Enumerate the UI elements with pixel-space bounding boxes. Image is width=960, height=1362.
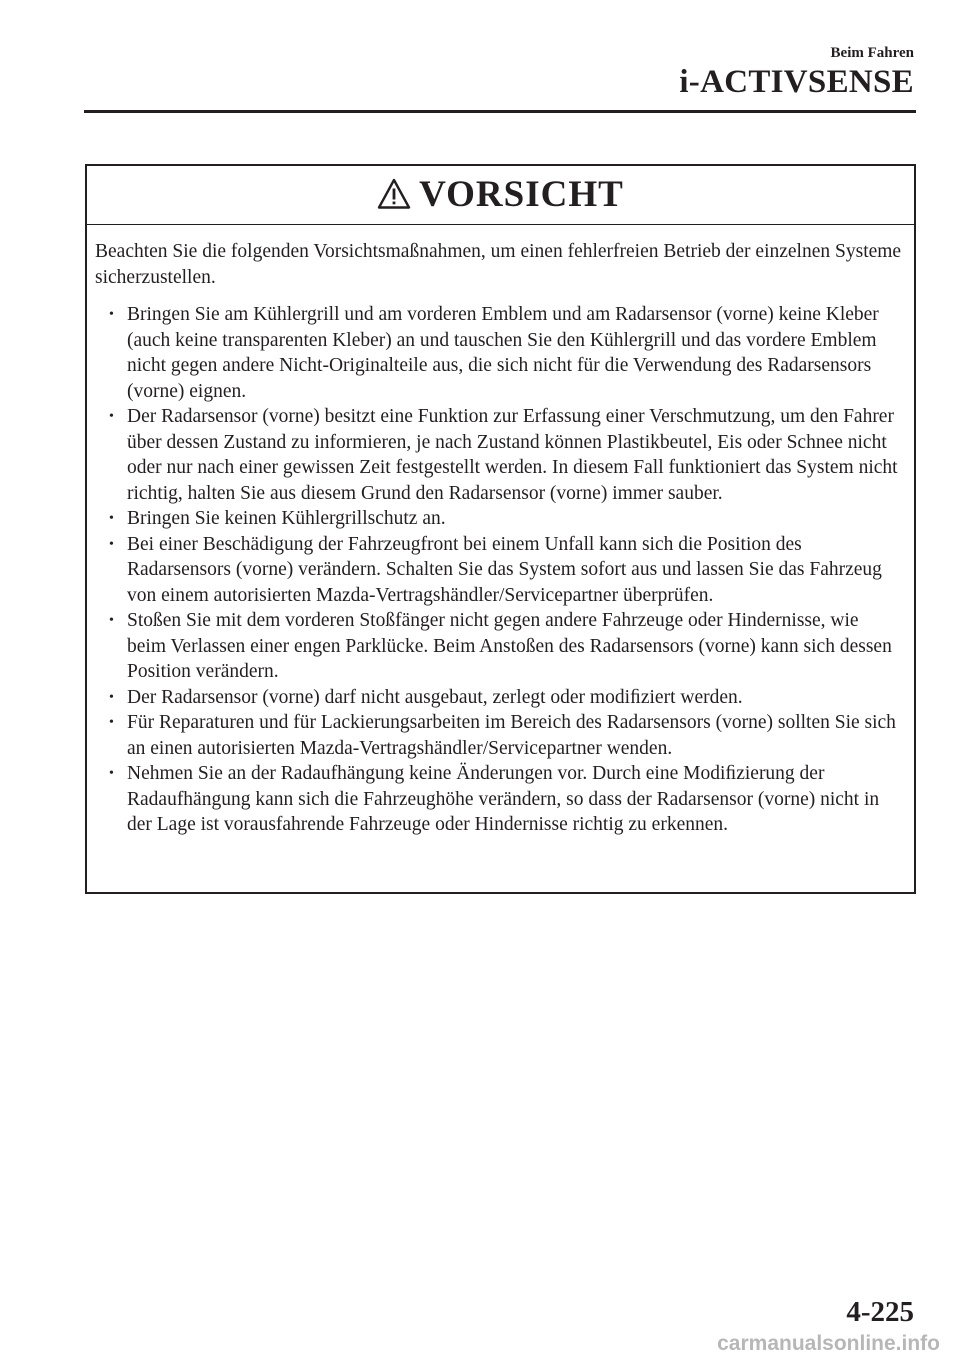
caution-item-text: Stoßen Sie mit dem vorderen Stoßfänger nicht gegen andere Fahrzeuge oder Hindernisse, wie beim Verlassen einer engen Parklücke. Beim Anstoßen des Radarsensors (vorne) kann sich dessen Position verändern. [127, 610, 892, 682]
caution-list-item [95, 710, 902, 761]
caution-body [87, 225, 914, 838]
caution-list [95, 302, 902, 838]
bullet-icon: • [109, 536, 114, 552]
caution-list-item [95, 532, 902, 609]
caution-box [85, 164, 916, 894]
bullet-icon: • [109, 715, 114, 730]
caution-item-text: Bei einer Beschädigung der Fahrzeugfront bei einem Unfall kann sich die Position des Radarsensors (vorne) verändern. Schalten Sie das System sofort aus und lassen Sie das Fahrzeug von einem autorisierten Mazda-Vertragshändler/Servicepartner überprüfen. [127, 533, 882, 606]
caution-header [87, 166, 914, 225]
bullet-icon: • [109, 409, 114, 424]
page-number: 4-225 [846, 1296, 914, 1328]
caution-item-text: Bringen Sie am Kühlergrill und am vorderen Emblem und am Radarsensor (vorne) keine Kleber (auch keine transparenten Kleber) an und tauschen Sie den Kühlergrill und das vordere Emblem nicht gegen andere Nicht-Originalteile aus, die sich nicht für die Verwendung des Radarsensors (vorne) eignen. [127, 304, 879, 402]
caution-title: VORSICHT [419, 174, 624, 215]
caution-list-item [95, 506, 902, 532]
section-title: i-ACTIVSENSE [679, 64, 914, 100]
caution-item-text: Nehmen Sie an der Radaufhängung keine Änderungen vor. Durch eine Modiﬁzierung der Radaufhängung kann sich die Fahrzeughöhe verändern, so dass der Radarsensor (vorne) nicht in der Lage ist vorausfahrende Fahrzeuge oder Hindernisse richtig zu erkennen. [127, 763, 880, 835]
caution-list-item [95, 685, 902, 711]
watermark-text: carmanualsonline.info [717, 1332, 940, 1355]
bullet-icon: • [109, 307, 114, 322]
caution-list-item [95, 608, 902, 685]
caution-intro: Beachten Sie die folgenden Vorsichtsmaßnahmen, um einen fehlerfreien Betrieb der einzelnen Systeme sicherzustellen. [95, 241, 902, 288]
bullet-icon: • [109, 689, 114, 705]
bullet-icon: • [109, 613, 114, 628]
page-header [679, 44, 914, 100]
header-rule [84, 110, 916, 113]
caution-list-item [95, 761, 902, 838]
warning-triangle-icon [377, 178, 411, 210]
caution-item-text: Der Radarsensor (vorne) darf nicht ausgebaut, zerlegt oder modiﬁziert werden. [127, 686, 743, 708]
caution-list-item [95, 404, 902, 506]
caution-list-item [95, 302, 902, 404]
caution-item-text: Bringen Sie keinen Kühlergrillschutz an. [127, 508, 446, 529]
caution-item-text: Der Radarsensor (vorne) besitzt eine Funktion zur Erfassung einer Verschmutzung, um den Fahrer über dessen Zustand zu informieren, je nach Zustand können Plastikbeutel, Eis oder Schnee nicht oder nur nach einer gewissen Zeit festgestellt werden. In diesem Fall funktioniert das System nicht richtig, halten Sie aus diesem Grund den Radarsensor (vorne) immer sauber. [127, 406, 898, 504]
caution-item-text: Für Reparaturen und für Lackierungsarbeiten im Bereich des Radarsensors (vorne) sollten Sie sich an einen autorisierten Mazda-Vertragshändler/Servicepartner wenden. [127, 712, 896, 759]
bullet-icon: • [109, 511, 114, 526]
chapter-title: Beim Fahren [830, 45, 914, 61]
bullet-icon: • [109, 766, 114, 781]
